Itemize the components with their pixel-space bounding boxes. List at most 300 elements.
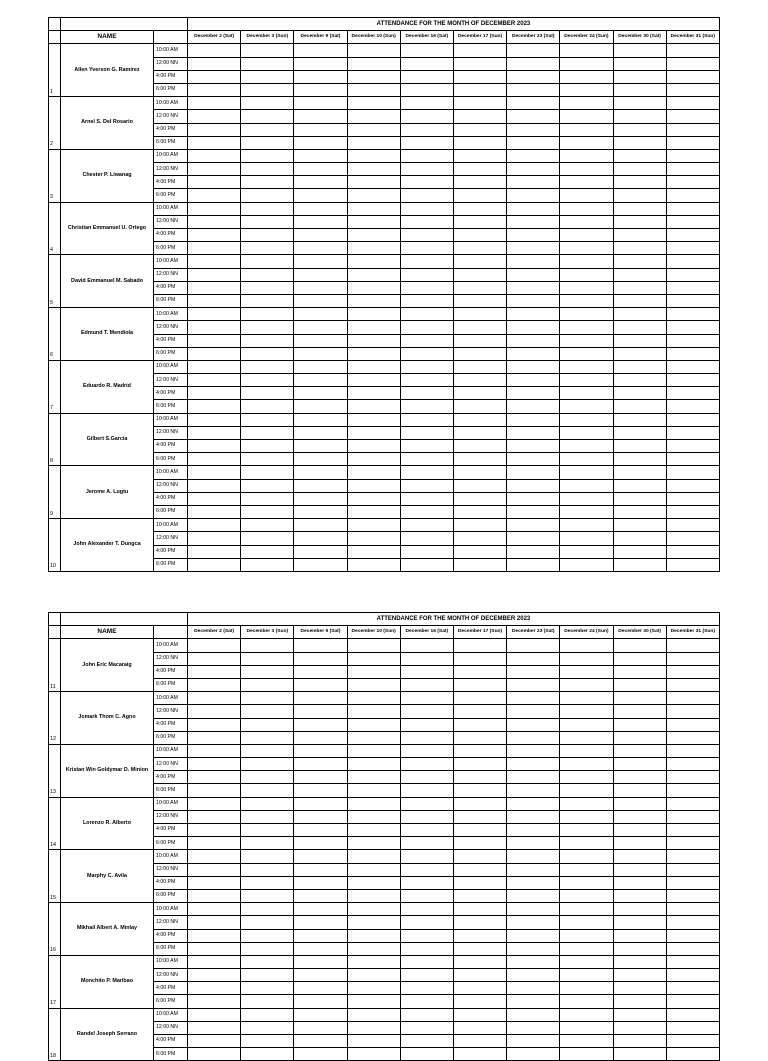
attendance-cell[interactable] [507, 149, 560, 162]
attendance-cell[interactable] [507, 453, 560, 466]
attendance-cell[interactable] [400, 387, 453, 400]
attendance-cell[interactable] [666, 163, 719, 176]
attendance-cell[interactable] [241, 242, 294, 255]
attendance-cell[interactable] [294, 810, 347, 823]
attendance-cell[interactable] [560, 440, 613, 453]
attendance-cell[interactable] [560, 824, 613, 837]
attendance-cell[interactable] [241, 692, 294, 705]
attendance-cell[interactable] [666, 149, 719, 162]
attendance-cell[interactable] [294, 784, 347, 797]
attendance-cell[interactable] [241, 268, 294, 281]
attendance-cell[interactable] [666, 374, 719, 387]
attendance-cell[interactable] [400, 347, 453, 360]
attendance-cell[interactable] [188, 665, 241, 678]
attendance-cell[interactable] [666, 242, 719, 255]
attendance-cell[interactable] [347, 678, 400, 691]
attendance-cell[interactable] [294, 718, 347, 731]
attendance-cell[interactable] [507, 57, 560, 70]
attendance-cell[interactable] [507, 123, 560, 136]
attendance-cell[interactable] [241, 308, 294, 321]
attendance-cell[interactable] [241, 1035, 294, 1048]
attendance-cell[interactable] [347, 308, 400, 321]
attendance-cell[interactable] [241, 321, 294, 334]
attendance-cell[interactable] [613, 942, 666, 955]
attendance-cell[interactable] [560, 692, 613, 705]
attendance-cell[interactable] [560, 916, 613, 929]
attendance-cell[interactable] [188, 281, 241, 294]
attendance-cell[interactable] [666, 969, 719, 982]
attendance-cell[interactable] [507, 255, 560, 268]
attendance-cell[interactable] [666, 1048, 719, 1061]
attendance-cell[interactable] [241, 70, 294, 83]
attendance-cell[interactable] [294, 453, 347, 466]
attendance-cell[interactable] [188, 83, 241, 96]
attendance-cell[interactable] [400, 545, 453, 558]
attendance-cell[interactable] [294, 136, 347, 149]
attendance-cell[interactable] [241, 639, 294, 652]
attendance-cell[interactable] [666, 229, 719, 242]
attendance-cell[interactable] [294, 692, 347, 705]
attendance-cell[interactable] [613, 889, 666, 902]
attendance-cell[interactable] [507, 189, 560, 202]
attendance-cell[interactable] [507, 360, 560, 373]
attendance-cell[interactable] [507, 334, 560, 347]
attendance-cell[interactable] [560, 982, 613, 995]
attendance-cell[interactable] [613, 903, 666, 916]
attendance-cell[interactable] [453, 797, 506, 810]
attendance-cell[interactable] [666, 281, 719, 294]
attendance-cell[interactable] [188, 678, 241, 691]
attendance-cell[interactable] [613, 758, 666, 771]
attendance-cell[interactable] [613, 692, 666, 705]
attendance-cell[interactable] [294, 70, 347, 83]
attendance-cell[interactable] [613, 123, 666, 136]
attendance-cell[interactable] [400, 558, 453, 571]
attendance-cell[interactable] [666, 83, 719, 96]
attendance-cell[interactable] [560, 163, 613, 176]
attendance-cell[interactable] [560, 97, 613, 110]
attendance-cell[interactable] [400, 1035, 453, 1048]
attendance-cell[interactable] [400, 705, 453, 718]
attendance-cell[interactable] [560, 929, 613, 942]
attendance-cell[interactable] [507, 876, 560, 889]
attendance-cell[interactable] [294, 519, 347, 532]
attendance-cell[interactable] [560, 374, 613, 387]
attendance-cell[interactable] [453, 705, 506, 718]
attendance-cell[interactable] [560, 837, 613, 850]
attendance-cell[interactable] [560, 110, 613, 123]
attendance-cell[interactable] [294, 44, 347, 57]
attendance-cell[interactable] [188, 1008, 241, 1021]
attendance-cell[interactable] [453, 387, 506, 400]
attendance-cell[interactable] [453, 426, 506, 439]
attendance-cell[interactable] [347, 982, 400, 995]
attendance-cell[interactable] [294, 1035, 347, 1048]
attendance-cell[interactable] [294, 255, 347, 268]
attendance-cell[interactable] [294, 505, 347, 518]
attendance-cell[interactable] [294, 863, 347, 876]
attendance-cell[interactable] [613, 83, 666, 96]
attendance-cell[interactable] [453, 255, 506, 268]
attendance-cell[interactable] [188, 532, 241, 545]
attendance-cell[interactable] [613, 1035, 666, 1048]
attendance-cell[interactable] [347, 215, 400, 228]
attendance-cell[interactable] [400, 824, 453, 837]
attendance-cell[interactable] [453, 652, 506, 665]
attendance-cell[interactable] [507, 705, 560, 718]
attendance-cell[interactable] [613, 97, 666, 110]
attendance-cell[interactable] [666, 545, 719, 558]
attendance-cell[interactable] [613, 916, 666, 929]
attendance-cell[interactable] [294, 83, 347, 96]
attendance-cell[interactable] [400, 744, 453, 757]
attendance-cell[interactable] [400, 639, 453, 652]
attendance-cell[interactable] [507, 837, 560, 850]
attendance-cell[interactable] [400, 136, 453, 149]
attendance-cell[interactable] [241, 149, 294, 162]
attendance-cell[interactable] [453, 413, 506, 426]
attendance-cell[interactable] [188, 718, 241, 731]
attendance-cell[interactable] [560, 731, 613, 744]
attendance-cell[interactable] [347, 268, 400, 281]
attendance-cell[interactable] [347, 863, 400, 876]
attendance-cell[interactable] [188, 163, 241, 176]
attendance-cell[interactable] [453, 969, 506, 982]
attendance-cell[interactable] [400, 1008, 453, 1021]
attendance-cell[interactable] [666, 771, 719, 784]
attendance-cell[interactable] [560, 545, 613, 558]
attendance-cell[interactable] [613, 837, 666, 850]
attendance-cell[interactable] [241, 797, 294, 810]
attendance-cell[interactable] [400, 797, 453, 810]
attendance-cell[interactable] [347, 189, 400, 202]
attendance-cell[interactable] [188, 771, 241, 784]
attendance-cell[interactable] [347, 665, 400, 678]
attendance-cell[interactable] [560, 558, 613, 571]
attendance-cell[interactable] [188, 97, 241, 110]
attendance-cell[interactable] [294, 466, 347, 479]
attendance-cell[interactable] [241, 889, 294, 902]
attendance-cell[interactable] [507, 771, 560, 784]
attendance-cell[interactable] [453, 639, 506, 652]
attendance-cell[interactable] [613, 400, 666, 413]
attendance-cell[interactable] [400, 771, 453, 784]
attendance-cell[interactable] [400, 784, 453, 797]
attendance-cell[interactable] [347, 70, 400, 83]
attendance-cell[interactable] [453, 374, 506, 387]
attendance-cell[interactable] [294, 347, 347, 360]
attendance-cell[interactable] [560, 294, 613, 307]
attendance-cell[interactable] [666, 665, 719, 678]
attendance-cell[interactable] [613, 466, 666, 479]
attendance-cell[interactable] [453, 281, 506, 294]
attendance-cell[interactable] [347, 453, 400, 466]
attendance-cell[interactable] [507, 665, 560, 678]
attendance-cell[interactable] [188, 692, 241, 705]
attendance-cell[interactable] [666, 532, 719, 545]
attendance-cell[interactable] [241, 83, 294, 96]
attendance-cell[interactable] [453, 863, 506, 876]
attendance-cell[interactable] [294, 413, 347, 426]
attendance-cell[interactable] [666, 215, 719, 228]
attendance-cell[interactable] [400, 718, 453, 731]
attendance-cell[interactable] [560, 850, 613, 863]
attendance-cell[interactable] [613, 334, 666, 347]
attendance-cell[interactable] [347, 545, 400, 558]
attendance-cell[interactable] [188, 426, 241, 439]
attendance-cell[interactable] [241, 229, 294, 242]
attendance-cell[interactable] [507, 492, 560, 505]
attendance-cell[interactable] [613, 479, 666, 492]
attendance-cell[interactable] [560, 57, 613, 70]
attendance-cell[interactable] [241, 916, 294, 929]
attendance-cell[interactable] [294, 824, 347, 837]
attendance-cell[interactable] [453, 744, 506, 757]
attendance-cell[interactable] [241, 1008, 294, 1021]
attendance-cell[interactable] [507, 215, 560, 228]
attendance-cell[interactable] [188, 189, 241, 202]
attendance-cell[interactable] [347, 149, 400, 162]
attendance-cell[interactable] [666, 929, 719, 942]
attendance-cell[interactable] [241, 929, 294, 942]
attendance-cell[interactable] [560, 784, 613, 797]
attendance-cell[interactable] [613, 955, 666, 968]
attendance-cell[interactable] [613, 360, 666, 373]
attendance-cell[interactable] [453, 123, 506, 136]
attendance-cell[interactable] [400, 149, 453, 162]
attendance-cell[interactable] [560, 466, 613, 479]
attendance-cell[interactable] [241, 294, 294, 307]
attendance-cell[interactable] [347, 652, 400, 665]
attendance-cell[interactable] [241, 532, 294, 545]
attendance-cell[interactable] [241, 652, 294, 665]
attendance-cell[interactable] [294, 916, 347, 929]
attendance-cell[interactable] [294, 731, 347, 744]
attendance-cell[interactable] [453, 1048, 506, 1061]
attendance-cell[interactable] [613, 863, 666, 876]
attendance-cell[interactable] [507, 242, 560, 255]
attendance-cell[interactable] [241, 519, 294, 532]
attendance-cell[interactable] [507, 929, 560, 942]
attendance-cell[interactable] [613, 189, 666, 202]
attendance-cell[interactable] [507, 995, 560, 1008]
attendance-cell[interactable] [188, 837, 241, 850]
attendance-cell[interactable] [560, 44, 613, 57]
attendance-cell[interactable] [613, 387, 666, 400]
attendance-cell[interactable] [400, 374, 453, 387]
attendance-cell[interactable] [347, 995, 400, 1008]
attendance-cell[interactable] [347, 110, 400, 123]
attendance-cell[interactable] [666, 426, 719, 439]
attendance-cell[interactable] [294, 558, 347, 571]
attendance-cell[interactable] [507, 97, 560, 110]
attendance-cell[interactable] [666, 678, 719, 691]
attendance-cell[interactable] [507, 678, 560, 691]
attendance-cell[interactable] [453, 731, 506, 744]
attendance-cell[interactable] [507, 824, 560, 837]
attendance-cell[interactable] [560, 492, 613, 505]
attendance-cell[interactable] [188, 176, 241, 189]
attendance-cell[interactable] [188, 347, 241, 360]
attendance-cell[interactable] [453, 479, 506, 492]
attendance-cell[interactable] [294, 889, 347, 902]
attendance-cell[interactable] [666, 453, 719, 466]
attendance-cell[interactable] [453, 466, 506, 479]
attendance-cell[interactable] [241, 784, 294, 797]
attendance-cell[interactable] [453, 97, 506, 110]
attendance-cell[interactable] [241, 347, 294, 360]
attendance-cell[interactable] [188, 558, 241, 571]
attendance-cell[interactable] [453, 308, 506, 321]
attendance-cell[interactable] [453, 876, 506, 889]
attendance-cell[interactable] [613, 731, 666, 744]
attendance-cell[interactable] [453, 242, 506, 255]
attendance-cell[interactable] [507, 440, 560, 453]
attendance-cell[interactable] [666, 97, 719, 110]
attendance-cell[interactable] [507, 639, 560, 652]
attendance-cell[interactable] [613, 281, 666, 294]
attendance-cell[interactable] [188, 784, 241, 797]
attendance-cell[interactable] [453, 229, 506, 242]
attendance-cell[interactable] [666, 387, 719, 400]
attendance-cell[interactable] [400, 837, 453, 850]
attendance-cell[interactable] [613, 558, 666, 571]
attendance-cell[interactable] [347, 321, 400, 334]
attendance-cell[interactable] [453, 44, 506, 57]
attendance-cell[interactable] [241, 505, 294, 518]
attendance-cell[interactable] [400, 44, 453, 57]
attendance-cell[interactable] [453, 163, 506, 176]
attendance-cell[interactable] [666, 718, 719, 731]
attendance-cell[interactable] [613, 929, 666, 942]
attendance-cell[interactable] [560, 889, 613, 902]
attendance-cell[interactable] [241, 678, 294, 691]
attendance-cell[interactable] [294, 678, 347, 691]
attendance-cell[interactable] [241, 123, 294, 136]
attendance-cell[interactable] [453, 955, 506, 968]
attendance-cell[interactable] [241, 995, 294, 1008]
attendance-cell[interactable] [507, 1021, 560, 1034]
attendance-cell[interactable] [560, 347, 613, 360]
attendance-cell[interactable] [507, 163, 560, 176]
attendance-cell[interactable] [347, 903, 400, 916]
attendance-cell[interactable] [507, 903, 560, 916]
attendance-cell[interactable] [294, 163, 347, 176]
attendance-cell[interactable] [294, 903, 347, 916]
attendance-cell[interactable] [666, 347, 719, 360]
attendance-cell[interactable] [613, 639, 666, 652]
attendance-cell[interactable] [666, 744, 719, 757]
attendance-cell[interactable] [453, 202, 506, 215]
attendance-cell[interactable] [400, 692, 453, 705]
attendance-cell[interactable] [188, 255, 241, 268]
attendance-cell[interactable] [453, 519, 506, 532]
attendance-cell[interactable] [400, 321, 453, 334]
attendance-cell[interactable] [400, 281, 453, 294]
attendance-cell[interactable] [294, 545, 347, 558]
attendance-cell[interactable] [453, 995, 506, 1008]
attendance-cell[interactable] [666, 876, 719, 889]
attendance-cell[interactable] [666, 889, 719, 902]
attendance-cell[interactable] [241, 758, 294, 771]
attendance-cell[interactable] [666, 903, 719, 916]
attendance-cell[interactable] [400, 70, 453, 83]
attendance-cell[interactable] [347, 1048, 400, 1061]
attendance-cell[interactable] [400, 916, 453, 929]
attendance-cell[interactable] [613, 1008, 666, 1021]
attendance-cell[interactable] [241, 810, 294, 823]
attendance-cell[interactable] [294, 955, 347, 968]
attendance-cell[interactable] [560, 70, 613, 83]
attendance-cell[interactable] [560, 479, 613, 492]
attendance-cell[interactable] [347, 176, 400, 189]
attendance-cell[interactable] [560, 176, 613, 189]
attendance-cell[interactable] [347, 810, 400, 823]
attendance-cell[interactable] [613, 202, 666, 215]
attendance-cell[interactable] [347, 916, 400, 929]
attendance-cell[interactable] [188, 942, 241, 955]
attendance-cell[interactable] [294, 995, 347, 1008]
attendance-cell[interactable] [560, 1008, 613, 1021]
attendance-cell[interactable] [347, 850, 400, 863]
attendance-cell[interactable] [188, 519, 241, 532]
attendance-cell[interactable] [666, 942, 719, 955]
attendance-cell[interactable] [666, 837, 719, 850]
attendance-cell[interactable] [294, 308, 347, 321]
attendance-cell[interactable] [294, 149, 347, 162]
attendance-cell[interactable] [188, 387, 241, 400]
attendance-cell[interactable] [507, 1048, 560, 1061]
attendance-cell[interactable] [400, 242, 453, 255]
attendance-cell[interactable] [453, 149, 506, 162]
attendance-cell[interactable] [400, 83, 453, 96]
attendance-cell[interactable] [613, 215, 666, 228]
attendance-cell[interactable] [294, 969, 347, 982]
attendance-cell[interactable] [347, 955, 400, 968]
attendance-cell[interactable] [507, 202, 560, 215]
attendance-cell[interactable] [666, 57, 719, 70]
attendance-cell[interactable] [453, 83, 506, 96]
attendance-cell[interactable] [507, 731, 560, 744]
attendance-cell[interactable] [188, 440, 241, 453]
attendance-cell[interactable] [188, 705, 241, 718]
attendance-cell[interactable] [453, 453, 506, 466]
attendance-cell[interactable] [400, 810, 453, 823]
attendance-cell[interactable] [560, 202, 613, 215]
attendance-cell[interactable] [347, 1035, 400, 1048]
attendance-cell[interactable] [560, 136, 613, 149]
attendance-cell[interactable] [507, 505, 560, 518]
attendance-cell[interactable] [294, 202, 347, 215]
attendance-cell[interactable] [347, 360, 400, 373]
attendance-cell[interactable] [613, 453, 666, 466]
attendance-cell[interactable] [294, 57, 347, 70]
attendance-cell[interactable] [241, 413, 294, 426]
attendance-cell[interactable] [347, 532, 400, 545]
attendance-cell[interactable] [666, 136, 719, 149]
attendance-cell[interactable] [241, 97, 294, 110]
attendance-cell[interactable] [507, 955, 560, 968]
attendance-cell[interactable] [613, 678, 666, 691]
attendance-cell[interactable] [507, 916, 560, 929]
attendance-cell[interactable] [347, 466, 400, 479]
attendance-cell[interactable] [560, 83, 613, 96]
attendance-cell[interactable] [241, 982, 294, 995]
attendance-cell[interactable] [666, 955, 719, 968]
attendance-cell[interactable] [241, 136, 294, 149]
attendance-cell[interactable] [241, 44, 294, 57]
attendance-cell[interactable] [347, 255, 400, 268]
